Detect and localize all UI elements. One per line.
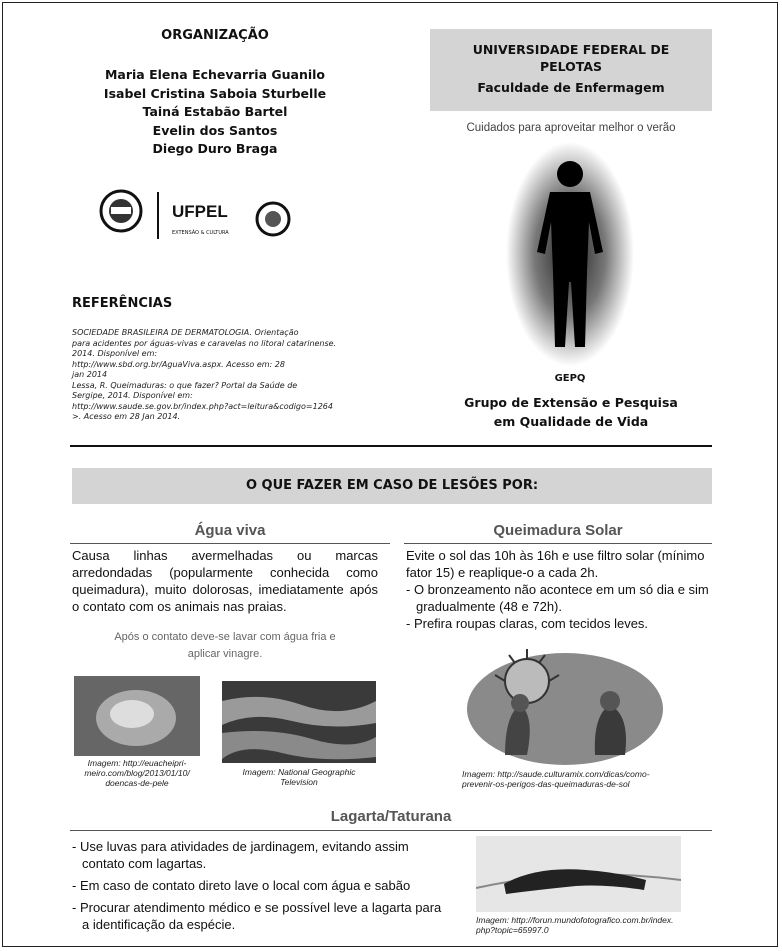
ref-line: jan 2014 <box>72 370 108 379</box>
lagarta-title: Lagarta/Taturana <box>330 808 452 825</box>
caption-line: prevenir-os-perigos-das-queimaduras-de-sol <box>462 779 630 789</box>
refs-list <box>72 328 372 423</box>
ref-line: 2014. Disponível em: <box>72 349 158 358</box>
lagarta-line: - Use luvas para atividades de jardinagem, evitando assim <box>72 839 409 854</box>
org-name: Evelin dos Santos <box>152 122 278 138</box>
lagarta-item <box>72 838 442 872</box>
lagarta-line: - Procurar atendimento médico e se possível leve a lagarta para <box>72 900 442 915</box>
caption-line: Imagem: http://euacheipri- <box>87 758 187 768</box>
lesion-caption <box>222 767 376 787</box>
org-name: Tainá Estabão Bartel <box>142 104 288 119</box>
refs-heading: REFERÊNCIAS <box>72 296 173 311</box>
jellyfish-caption <box>72 758 202 788</box>
ref-line: SOCIEDADE BRASILEIRA DE DERMATOLOGIA. Orientação <box>72 328 299 337</box>
agua-viva-note-line1: Após o contato deve-se lavar com água fria e <box>114 631 336 643</box>
ufpel-logo-sub: EXTENSÃO & CULTURA <box>172 230 229 236</box>
org-heading: ORGANIZAÇÃO <box>161 28 269 43</box>
queimadura-line: gradualmente (48 e 72h). <box>416 599 562 614</box>
caption-line: Imagem: http://forun.mundofotografico.com.br/index. <box>476 915 674 925</box>
gepq-logo <box>505 142 635 390</box>
org-names <box>70 66 360 159</box>
lagarta-item <box>72 899 442 933</box>
sunburn-caption <box>462 769 712 789</box>
ref-line: >. Acesso em 28 Jan 2014. <box>72 412 181 421</box>
group-name-line2: em Qualidade de Vida <box>493 414 649 429</box>
gepq-label: GEPQ <box>554 373 586 384</box>
caterpillar-caption <box>476 915 706 935</box>
queimadura-title: Queimadura Solar <box>493 522 623 539</box>
lagarta-line: contato com lagartas. <box>82 856 207 871</box>
org-name: Isabel Cristina Saboia Sturbelle <box>103 85 327 101</box>
lagarta-item <box>72 877 442 894</box>
group-name <box>430 393 712 431</box>
agua-viva-note-line2: aplicar vinagre. <box>187 648 263 660</box>
lagarta-rule <box>70 830 712 831</box>
university-seal-icon <box>93 184 310 266</box>
ref-line: Lessa, R. Queimaduras: o que fazer? Portal da Saúde de <box>72 380 298 390</box>
agua-viva-rule <box>70 543 390 544</box>
caterpillar-image-icon <box>476 836 681 912</box>
university-name-line1: UNIVERSIDADE FEDERAL DE <box>472 42 670 57</box>
caption-line: Imagem: National Geographic <box>242 767 356 777</box>
university-name-line2: PELOTAS <box>539 59 603 74</box>
ref-line: http://www.saude.se.gov.br/index.php?act=leitura&codigo=1264 <box>72 401 333 411</box>
logos-strip <box>93 184 310 266</box>
sunburn-cartoon-icon <box>465 645 665 767</box>
queimadura-line: Evite o sol das 10h às 16h e use filtro solar (mínimo <box>406 548 705 563</box>
agua-viva-text: Causa linhas avermelhadas ou marcas arredondadas (popularmente conhecida como queimadura), muito dolorosas, imediatamente após o contato com os animais nas praias. <box>72 548 378 614</box>
queimadura-line: fator 15) e reaplique-o a cada 2h. <box>406 565 599 580</box>
caption-line: Imagem: http://saude.culturamix.com/dicas/como- <box>462 769 650 779</box>
skin-lesion-image-icon <box>222 681 376 763</box>
queimadura-rule <box>404 543 712 544</box>
caption-line: Television <box>280 777 318 787</box>
tagline: Cuidados para aproveitar melhor o verão <box>466 122 676 134</box>
org-name: Diego Duro Braga <box>152 141 278 156</box>
caption-line: php?topic=65997.0 <box>476 925 549 935</box>
ref-line: para acidentes por águas-vivas e caravelas no litoral catarinense. <box>72 338 337 348</box>
sunburn-illustration <box>465 645 665 767</box>
main-heading: O QUE FAZER EM CASO DE LESÕES POR: <box>72 468 712 504</box>
queimadura-line: - O bronzeamento não acontece em um só dia e sim <box>406 582 709 597</box>
ufpel-logo-text: UFPEL <box>172 202 228 221</box>
jellyfish-photo <box>74 676 200 756</box>
agua-viva-title: Água viva <box>194 522 266 539</box>
ref-line: http://www.sbd.org.br/AguaViva.aspx. Acesso em: 28 <box>72 359 285 369</box>
lagarta-line: - Em caso de contato direto lave o local com água e sabão <box>72 878 411 893</box>
jellyfish-image-icon <box>74 676 200 756</box>
agua-viva-note <box>72 629 378 663</box>
caterpillar-photo <box>476 836 681 912</box>
queimadura-line: - Prefira roupas claras, com tecidos leves. <box>406 616 649 631</box>
lagarta-line: a identificação da espécie. <box>82 917 236 932</box>
skin-lesion-photo <box>222 681 376 763</box>
ref-line: Sergipe, 2014. Disponível em: <box>72 391 193 400</box>
caption-line: doencas-de-pele <box>105 778 169 788</box>
caption-line: meiro.com/blog/2013/01/10/ <box>84 768 190 778</box>
org-name: Maria Elena Echevarria Guanilo <box>104 67 326 82</box>
group-name-line1: Grupo de Extensão e Pesquisa <box>464 395 678 410</box>
faculty-name: Faculdade de Enfermagem <box>477 80 665 95</box>
section-divider <box>70 445 712 447</box>
queimadura-text <box>406 547 712 632</box>
university-box <box>430 29 712 111</box>
human-silhouette-icon <box>505 142 635 390</box>
lagarta-list <box>72 838 442 933</box>
